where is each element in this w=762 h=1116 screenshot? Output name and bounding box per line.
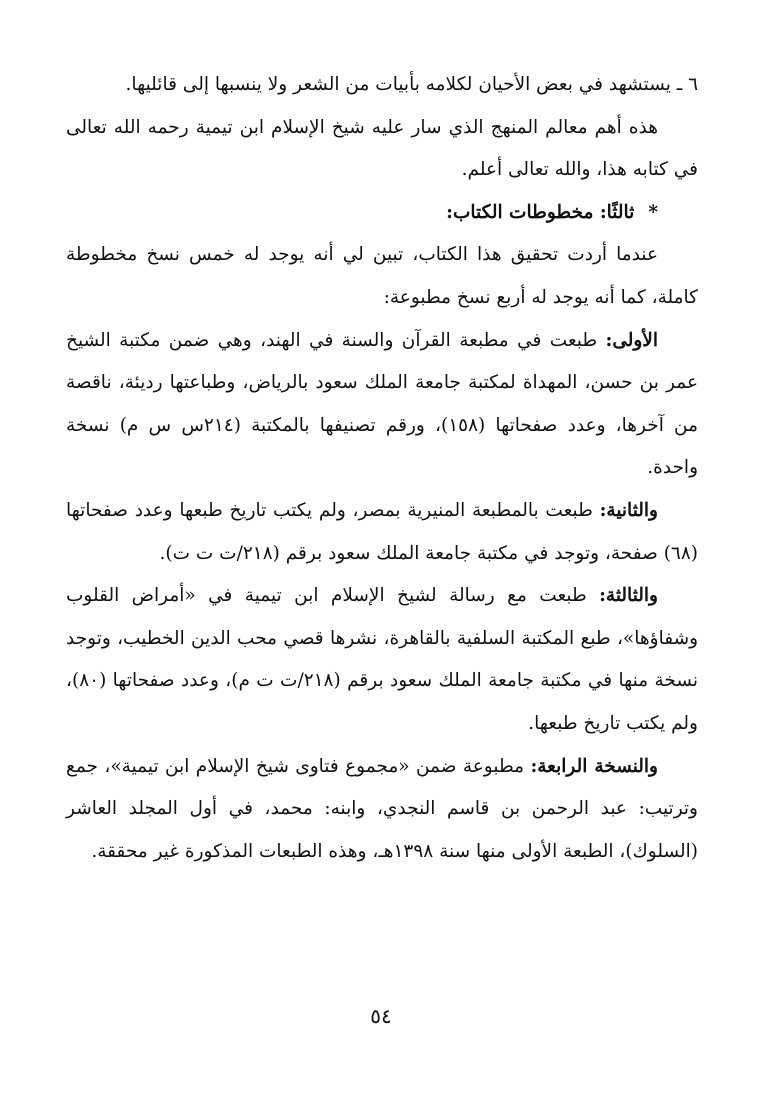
page-number: ٥٤: [370, 1004, 392, 1028]
edition-paragraph-1: [66, 320, 698, 490]
section-heading: [66, 192, 698, 235]
edition-label: والثالثة:: [599, 585, 658, 607]
page-body: [66, 64, 698, 873]
edition-text: طبعت في مطبعة القرآن والسنة في الهند، وهي ضمن مكتبة الشيخ عمر بن حسن، المهداة لمكتبة جامعة الملك سعود بالرياض، وطباعتها رديئة، ناقصة من آخرها، وعدد صفحاتها (١٥٨)، ورقم تصنيفها بالمكتبة (٢١٤س س م) نسخة واحدة.: [66, 329, 699, 479]
edition-paragraph-2: [66, 490, 698, 575]
edition-label: والثانية:: [599, 499, 658, 521]
edition-label: الأولى:: [605, 329, 658, 351]
intro-paragraph: عندما أردت تحقيق هذا الكتاب، تبين لي أنه يوجد له خمس نسخ مخطوطة كاملة، كما أنه يوجد له أربع نسخ مطبوعة:: [66, 244, 698, 308]
summary-paragraph: هذه أهم معالم المنهج الذي سار عليه شيخ الإسلام ابن تيمية رحمه الله تعالى في كتابه هذا، والله تعالى أعلم.: [66, 116, 698, 181]
edition-paragraph-3: [66, 575, 698, 745]
edition-paragraph-4: [66, 746, 698, 874]
asterisk-marker: *: [648, 201, 658, 223]
section-heading-title: ثالثًا: مخطوطات الكتاب:: [446, 201, 635, 223]
edition-text: طبعت مع رسالة لشيخ الإسلام ابن تيمية في «أمراض القلوب وشفاؤها»، طبع المكتبة السلفية بالقاهرة، نشرها قصي محب الدين الخطيب، وتوجد نسخة منها في مكتبة جامعة الملك سعود برقم (٢١٨/ت ت م)، وعدد صفحاتها (٨٠)، ولم يكتب تاريخ طبعها.: [66, 585, 698, 734]
edition-text: مطبوعة ضمن «مجموع فتاوى شيخ الإسلام ابن تيمية»، جمع وترتيب: عبد الرحمن بن قاسم النجدي، وابنه: محمد، في أول المجلد العاشر (السلوك)، الطبعة الأولى منها سنة ١٣٩٨هـ، وهذه الطبعات المذكورة غير محققة.: [66, 755, 698, 862]
edition-label: والنسخة الرابعة:: [530, 755, 658, 777]
edition-text: طبعت بالمطبعة المنيرية بمصر، ولم يكتب تاريخ طبعها وعدد صفحاتها (٦٨) صفحة، وتوجد في مكتبة جامعة الملك سعود برقم (٢١٨/ت ت ت).: [66, 499, 698, 564]
list-item-6: ٦ ـ يستشهد في بعض الأحيان لكلامه بأبيات من الشعر ولا ينسبها إلى قائليها.: [125, 74, 698, 95]
